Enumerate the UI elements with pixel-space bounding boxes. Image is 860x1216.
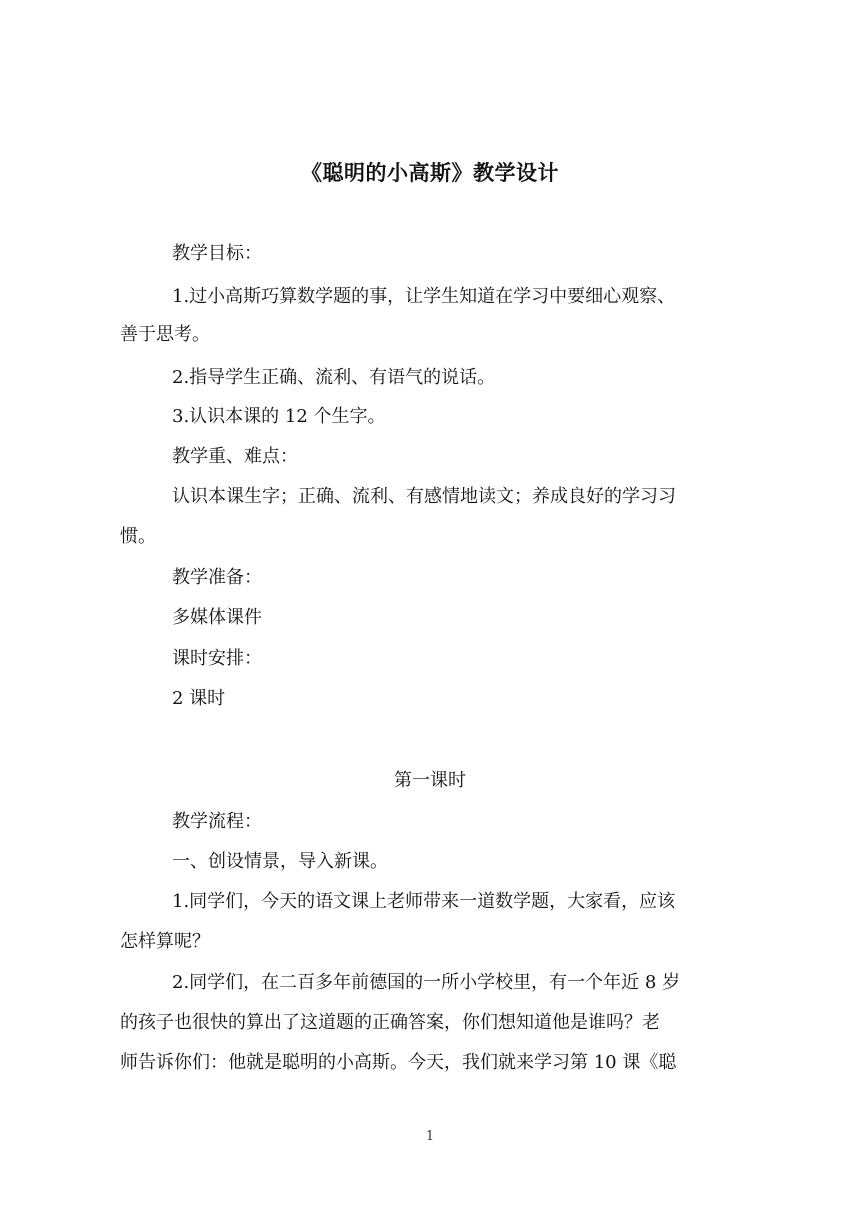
objectives-heading: 教学目标： bbox=[172, 243, 262, 264]
key-points-heading: 教学重、难点： bbox=[172, 446, 298, 467]
process-heading: 教学流程： bbox=[172, 811, 262, 832]
schedule-heading: 课时安排： bbox=[172, 648, 262, 669]
page-number: 1 bbox=[425, 1129, 435, 1144]
schedule-text: 2 课时 bbox=[172, 688, 226, 709]
section-1-paragraph-2-line-2: 的孩子也很快的算出了这道题的正确答案，你们想知道他是谁吗？老 bbox=[120, 1012, 660, 1033]
document-title: 《聪明的小高斯》教学设计 bbox=[301, 161, 559, 185]
section-1-paragraph-1-line-1: 1.同学们，今天的语文课上老师带来一道数学题，大家看，应该 bbox=[172, 891, 676, 912]
section-1-heading: 一、创设情景，导入新课。 bbox=[172, 851, 388, 872]
section-1-paragraph-2-line-3: 师告诉你们：他就是聪明的小高斯。今天，我们就来学习第 10 课《聪 bbox=[120, 1052, 677, 1073]
objective-2: 2.指导学生正确、流利、有语气的说话。 bbox=[172, 367, 496, 388]
key-points-line-2: 惯。 bbox=[120, 526, 156, 547]
section-1-paragraph-1-line-2: 怎样算呢？ bbox=[120, 931, 210, 952]
preparation-heading: 教学准备： bbox=[172, 567, 262, 588]
lesson-heading: 第一课时 bbox=[394, 770, 466, 791]
key-points-line-1: 认识本课生字；正确、流利、有感情地读文；养成良好的学习习 bbox=[172, 486, 676, 507]
section-1-paragraph-2-line-1: 2.同学们，在二百多年前德国的一所小学校里，有一个年近 8 岁 bbox=[172, 972, 681, 993]
objective-1-line-1: 1.过小高斯巧算数学题的事，让学生知道在学习中要细心观察、 bbox=[172, 286, 676, 307]
objective-3: 3.认识本课的 12 个生字。 bbox=[172, 406, 386, 427]
objective-1-line-2: 善于思考。 bbox=[120, 324, 210, 345]
preparation-text: 多媒体课件 bbox=[172, 607, 262, 628]
